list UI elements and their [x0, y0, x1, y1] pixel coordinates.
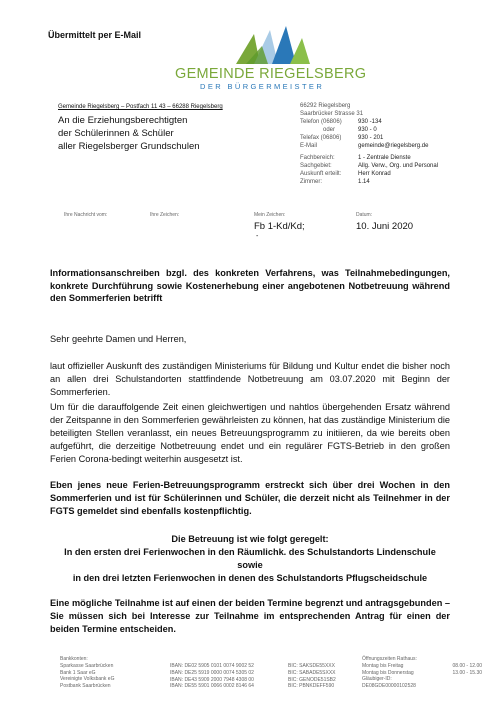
email-link[interactable]: gemeinde@riegelsberg.de — [358, 142, 429, 149]
room-label: Zimmer: — [300, 179, 322, 186]
rules-line: In den ersten drei Ferienwochen in den Räumlichk. des Schulstandorts Lindenschule — [64, 547, 436, 558]
area-label: Sachgebiet: — [300, 163, 332, 170]
area-value: Allg. Verw., Org. und Personal — [358, 163, 439, 170]
room-value: 1.14 — [358, 179, 370, 186]
bic: BIC: PBNKDEFF590 — [288, 683, 335, 690]
sender-line: Gemeinde Riegelsberg – Postfach 11 43 – 66288 Riegelsberg — [58, 104, 223, 110]
phone-label: Telefon (06806) — [300, 118, 342, 125]
rules-line: sowie — [237, 560, 263, 571]
salutation: Sehr geehrte Damen und Herren, — [50, 334, 187, 344]
paragraph-emphasis: Eine mögliche Teilnahme ist auf einen der beiden Termine begrenzt und antragsgebunden – Sie müssen sich bei Interesse zur Teilnahme im entsprechenden Antrag für einen der beiden Termine entscheiden. — [50, 598, 450, 635]
my-reference-extra: - — [256, 233, 259, 240]
footer-banks — [60, 656, 114, 690]
bank-name: Bank 1 Saar eG — [60, 669, 96, 676]
date-label: Datum: — [356, 212, 373, 218]
iban: IBAN: DE02 5905 0101 0074 9002 52 — [170, 663, 254, 669]
phone-value: 930 - 0 — [358, 126, 377, 133]
contact-person-label: Auskunft erteilt: — [300, 171, 342, 178]
my-reference-label: Mein Zeichen: — [254, 212, 286, 218]
oder-label: oder — [322, 126, 335, 133]
bic: BIC: GENODE51SB2 — [288, 676, 336, 683]
hours-days: Montag bis Freitag — [362, 662, 404, 669]
iban: IBAN: DE43 5909 2000 7948 4308 00 — [170, 676, 254, 683]
footer-bics — [288, 663, 336, 690]
paragraph-emphasis: Eben jenes neue Ferien-Betreuungsprogramm erstreckt sich über drei Wochen in den Sommerferien und ist für Schülerinnen und Schüler, die derzeit nicht als Teilnehmer in der FGTS gemeldet sind ebenfalls kostenpflichtig. — [50, 480, 450, 517]
phone-value: 930 -134 — [358, 118, 382, 125]
recipient-block — [58, 115, 200, 153]
bank-name: Postbank Saarbrücken — [60, 683, 111, 689]
your-reference-label: Ihre Zeichen: — [150, 212, 180, 218]
bic: BIC: SAKSDE55XXX — [288, 663, 335, 669]
bic: BIC: SABADE5SXXX — [288, 669, 336, 676]
creditor-label: Gläubiger-ID: — [362, 676, 392, 683]
iban: IBAN: DE25 5919 0000 0074 5305 02 — [170, 669, 254, 676]
paragraph: laut offizieller Auskunft des zuständigen Ministeriums für Bildung und Kultur endet die bisher noch an allen drei Schulstandorten stattfindende Notbetreuung am 03.07.2020 mit Beginn der Sommerferien. — [50, 361, 450, 398]
my-reference-value: Fb 1-Kd/Kd; — [254, 221, 305, 232]
banks-label: Bankkonten: — [60, 656, 88, 662]
recipient-line: An die Erziehungsberechtigten — [58, 115, 188, 126]
bank-name: Vereinigte Volksbank eG — [60, 676, 115, 683]
hours-label: Öffnungszeiten Rathaus: — [362, 656, 417, 662]
footer-hours — [362, 656, 482, 690]
rules-line: in den drei letzten Ferienwochen in denen des Schulstandorts Pflugscheidschule — [72, 573, 428, 584]
letter-date: 10. Juni 2020 — [356, 221, 414, 232]
recipient-line: der Schülerinnen & Schüler — [58, 127, 174, 139]
contact-person-value: Herr Konrad — [358, 171, 391, 178]
fax-label: Telefax (06806) — [300, 134, 342, 141]
footer-ibans — [170, 663, 254, 690]
contact-block — [300, 103, 460, 187]
address-line: 66292 Riegelsberg — [300, 103, 351, 109]
municipality-logo-icon — [232, 24, 324, 66]
rules-heading: Die Betreuung ist wie folgt geregelt: — [171, 534, 329, 544]
iban: IBAN: DE55 5901 0066 0002 8146 64 — [170, 683, 254, 690]
hours-days: Montag bis Donnerstag — [362, 669, 414, 676]
logo-name: GEMEINDE RIEGELSBERG — [175, 66, 367, 82]
transmission-note: Übermittelt per E-Mail — [48, 30, 142, 40]
department-value: 1 - Zentrale Dienste — [358, 155, 411, 162]
creditor-value: DE08GDE00000102528 — [362, 683, 416, 689]
email-label: E-Mail — [300, 142, 318, 149]
logo-subtitle: DER BÜRGERMEISTER — [200, 82, 325, 91]
paragraph: Um für die darauffolgende Zeit einen gleichwertigen und nahtlos übergehenden Ersatz während der Zeitspanne in den Sommerferien gewährleisten zu können, hat das zuständige Ministerium die beteiligten Stellen veranlasst, ein neues Betreuungsprogramm zu initiieren, da wie bereits oben aufgeführt, die derzeitige Notbetreuung endet und ein regulärer FGTS-Betrieb in den großen Ferien Corona-bedingt weiterhin ausgesetzt ist. — [50, 402, 450, 465]
bank-name: Sparkasse Saarbrücken — [60, 662, 114, 669]
hours-time: 13.00 - 15.30 — [452, 669, 482, 676]
address-line: Saarbrücker Strasse 31 — [300, 110, 364, 117]
department-label: Fachbereich: — [300, 155, 335, 162]
subject-line: Informationsanschreiben bzgl. des konkreten Verfahrens, was Teilnahmebedingungen, konkrete Durchführung sowie Kostenerhebung einer angebotenen Notbetreuung während den Sommerferien betrifft — [50, 268, 450, 304]
recipient-line: aller Riegelsberger Grundschulen — [58, 140, 200, 152]
fax-value: 930 - 201 — [358, 134, 384, 141]
your-message-label: Ihre Nachricht vom: — [64, 212, 108, 218]
rules-block — [50, 533, 450, 585]
hours-time: 08.00 - 12.00 — [452, 662, 482, 669]
